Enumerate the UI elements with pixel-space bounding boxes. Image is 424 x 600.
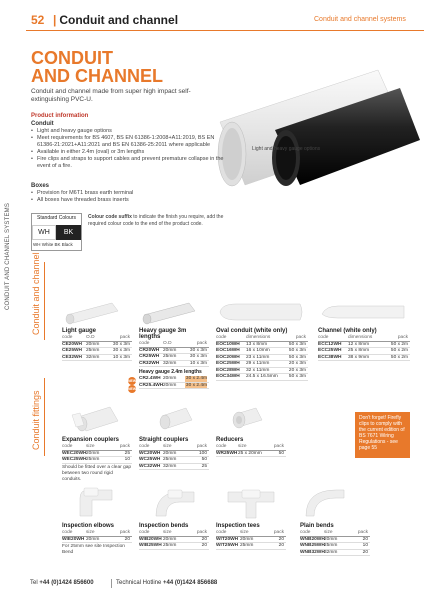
table-row <box>216 451 286 458</box>
inspection-bends-table <box>139 523 209 550</box>
code-cell: WIB25WH <box>139 543 162 548</box>
pack-cell: 50 x 3m <box>288 341 306 347</box>
inspection-elbow-image <box>72 482 122 522</box>
column-header: code <box>139 341 150 346</box>
column-header: size <box>86 444 95 449</box>
column-header: pack <box>196 530 207 535</box>
code-cell: WNB20WH <box>300 536 325 542</box>
page-number: 52 <box>31 13 45 27</box>
column-header: code <box>62 530 73 535</box>
pack-cell: 20 <box>362 536 368 542</box>
size-cell: 25mm <box>86 457 100 462</box>
pack-cell: 10 x 3m <box>189 360 207 366</box>
table-row <box>216 543 286 550</box>
column-header: code <box>62 335 73 340</box>
code-cell: WNB25WH <box>300 543 325 548</box>
code-cell: CR20WH <box>139 347 160 353</box>
table-title: Inspection bends <box>139 523 189 529</box>
size-cell: 20mm <box>324 536 338 542</box>
column-header: pack <box>119 335 130 340</box>
column-header: size <box>324 530 333 535</box>
bullet-item: • Light and heavy gauge options <box>31 128 231 135</box>
code-cell: CR25WH <box>139 354 160 359</box>
title-separator: | <box>53 13 57 27</box>
table-row <box>216 374 308 381</box>
table-row <box>62 355 132 362</box>
code-cell: CE32WH <box>62 354 82 360</box>
code-cell: WIT25WH <box>216 543 239 548</box>
table-title: Light gauge <box>62 328 96 334</box>
code-cell: WIT20WH <box>216 536 239 542</box>
pack-cell: 50 x 2m <box>390 354 408 360</box>
pack-cell: 20 <box>362 549 368 555</box>
inspection-elbows-table <box>62 523 132 556</box>
size-cell: 13 x 8mm <box>246 341 268 347</box>
pack-cell: 30 x 2.4m <box>185 376 207 381</box>
straight-coupler-image <box>152 398 202 434</box>
image-caption: Light and heavy gauge options <box>252 146 321 152</box>
colour-code-note <box>88 214 238 227</box>
column-header: pack <box>196 444 207 449</box>
pack-cell: 25 <box>201 463 207 469</box>
code-cell: ECC25WH <box>318 348 342 353</box>
code-cell: EOC25WH <box>216 361 240 366</box>
table-row <box>139 361 209 368</box>
inspection-tees-table <box>216 523 286 550</box>
size-cell: 20mm <box>86 536 100 542</box>
colour-swatch-white: WH <box>32 225 56 240</box>
plain-bend-image <box>300 482 350 522</box>
column-header: size <box>86 530 95 535</box>
table-note: For 25mm see site Inspection Bend <box>62 544 125 555</box>
size-cell: 20mm <box>86 450 100 456</box>
table-title: Plain bends <box>300 523 334 529</box>
size-cell: 12 x 8mm <box>348 341 370 347</box>
pack-cell: 30 x 3m <box>112 348 130 353</box>
oval-conduit-table <box>216 328 308 381</box>
side-divider <box>44 378 45 456</box>
reducer-image <box>226 398 276 434</box>
code-cell: CE25WH <box>62 348 82 353</box>
expansion-coupler-image <box>70 395 130 435</box>
code-cell: CE20WH <box>62 341 82 347</box>
column-header: pack <box>357 530 368 535</box>
size-cell: 32mm <box>324 549 338 555</box>
size-cell: 20mm <box>163 347 177 353</box>
size-cell: 25mm <box>86 348 100 353</box>
firefly-note-box: Don't forget! Firefly clips to comply with the current edition of BS 7671 Wiring Regulations - see page 55 <box>355 412 410 458</box>
table-title: Inspection elbows <box>62 523 115 529</box>
pack-cell: 10 x 3m <box>112 354 130 360</box>
size-cell: 25mm <box>324 543 338 548</box>
table-row <box>139 383 209 390</box>
size-cell: 20mm <box>86 341 100 347</box>
reducers-table <box>216 437 286 457</box>
bullet-item: • Fire clips and straps to support cables and prevent premature collapse in the event of a fire. <box>31 156 231 170</box>
size-cell: 29 x 11mm <box>246 361 270 366</box>
conduit-bullets <box>31 128 231 170</box>
inspection-bend-image <box>150 482 200 522</box>
size-cell: 23 x 11mm <box>246 354 270 360</box>
size-cell: 20mm <box>163 382 177 388</box>
bullet-item: • Meet requirements for BS 4607, BS EN 61386-1:2008+A11:2019, BS EN 61386-21:2021+A11:2021 and BS EN 61386-25:2011 where applicable <box>31 135 231 149</box>
code-cell: EOC20WH <box>216 354 240 360</box>
code-cell: CR25.4WH <box>139 382 164 388</box>
pack-cell: 50 x 3m <box>288 354 306 360</box>
pack-cell: 20 x 3m <box>288 361 306 366</box>
size-cell: 20mm <box>240 536 254 542</box>
column-header: pack <box>273 444 284 449</box>
channel-table <box>318 328 410 361</box>
size-cell: 20mm <box>163 536 177 542</box>
table-title: Channel (white only) <box>318 328 377 334</box>
column-header: O.D <box>163 341 172 346</box>
column-header: pack <box>295 335 306 340</box>
plain-bends-table <box>300 523 370 556</box>
code-cell: WR25WH <box>216 450 238 456</box>
footer-separator <box>111 579 112 588</box>
pack-cell: 30 x 3m <box>189 354 207 359</box>
side-conduit-label: Conduit and channel <box>31 252 41 335</box>
code-cell: WC25WH <box>139 457 161 462</box>
page-title-text: Conduit and channel <box>59 13 179 27</box>
pack-cell: 10 <box>362 543 368 548</box>
table-title: Oval conduit (white only) <box>216 328 288 334</box>
code-cell: EOC34WH <box>216 374 240 379</box>
bullet-item: • Available in either 2.4m (oval) or 3m lengths <box>31 149 231 156</box>
column-header: code <box>216 335 227 340</box>
code-cell: ECC12WH <box>318 341 342 347</box>
page-title <box>53 13 178 27</box>
size-cell: 32mm <box>163 360 177 366</box>
conduit-subheading: Conduit <box>31 121 54 127</box>
pack-cell: 50 <box>201 457 207 462</box>
side-fittings-label: Conduit fittings <box>31 390 41 450</box>
conduit-tubes-image <box>200 60 420 210</box>
column-header: pack <box>119 530 130 535</box>
code-cell: WC32WH <box>139 463 161 469</box>
oval-conduit-image <box>216 300 306 324</box>
code-cell: EOC28WH <box>216 367 240 373</box>
pack-cell: 10 <box>124 457 130 462</box>
column-header: code <box>216 530 227 535</box>
light-gauge-image <box>62 297 122 327</box>
column-header: code <box>139 444 150 449</box>
pack-cell: 50 x 2m <box>390 341 408 347</box>
column-header: code <box>216 444 227 449</box>
code-cell: WEC20WH <box>62 450 87 456</box>
size-cell: 32mm <box>86 354 100 360</box>
table-row <box>62 457 132 464</box>
code-cell: WNB32WH <box>300 549 325 555</box>
product-info-heading: Product information <box>31 113 89 119</box>
size-cell: 25 x 20mm <box>238 450 262 456</box>
column-header: pack <box>196 341 207 346</box>
pack-cell: 50 x 3m <box>288 374 306 379</box>
page-header <box>0 0 424 40</box>
table-title: Inspection tees <box>216 523 260 529</box>
pack-cell: 20 <box>201 536 207 542</box>
new-badge: NEW <box>128 379 137 383</box>
hotline-number: +44 (0)1424 856688 <box>163 580 218 586</box>
straight-couplers-table <box>139 437 209 470</box>
table-row <box>318 355 410 362</box>
inspection-tee-image <box>224 482 278 522</box>
tel-number: +44 (0)1424 856600 <box>39 580 94 586</box>
channel-image <box>318 300 408 324</box>
colour-key: WH White BK Black <box>33 242 73 247</box>
pack-cell: 100 <box>198 450 207 456</box>
table-row <box>139 464 209 471</box>
side-divider <box>44 262 45 340</box>
column-header: dimensions <box>348 335 373 340</box>
column-header: size <box>163 530 172 535</box>
pack-cell: 20 <box>278 536 284 542</box>
new-badge: NEW <box>128 387 137 391</box>
column-header: code <box>318 335 329 340</box>
code-cell: WIE20WH <box>62 536 85 542</box>
boxes-bullets <box>31 190 231 204</box>
code-cell: WC20WH <box>139 450 161 456</box>
table-title: Reducers <box>216 437 244 443</box>
size-cell: 32 x 11mm <box>246 367 270 373</box>
pack-cell: 30 x 3m <box>112 341 130 347</box>
column-header: pack <box>273 530 284 535</box>
size-cell: 25mm <box>240 543 254 548</box>
table-title: Straight couplers <box>139 437 189 443</box>
size-cell: 25mm <box>163 354 177 359</box>
bullet-item: • Provision for M6T1 brass earth terminal <box>31 190 231 197</box>
column-header: pack <box>397 335 408 340</box>
boxes-subheading: Boxes <box>31 183 50 189</box>
column-header: code <box>300 530 311 535</box>
heavy-gauge-table <box>139 328 209 389</box>
footer-telephone <box>30 580 94 586</box>
main-heading <box>31 49 163 85</box>
column-header: size <box>240 530 249 535</box>
section-label: Conduit and channel systems <box>314 16 406 23</box>
code-cell: CR32WH <box>139 360 160 366</box>
table-row <box>62 537 132 544</box>
table-title: Expansion couplers <box>62 437 120 443</box>
column-header: code <box>62 444 73 449</box>
size-cell: 25mm <box>163 543 177 548</box>
code-cell: CR2.4WH <box>139 376 161 381</box>
table-title: Heavy gauge 3m lengths <box>139 328 187 340</box>
pack-cell: 50 <box>278 450 284 456</box>
code-cell: ECC38WH <box>318 354 342 360</box>
header-rule <box>26 30 424 31</box>
heading-line-1: CONDUIT <box>31 48 113 68</box>
pack-cell: 20 <box>201 543 207 548</box>
pack-cell: 50 x 2m <box>390 348 408 353</box>
code-cell: EOC16WH <box>216 348 240 353</box>
code-cell: EOC10WH <box>216 341 240 347</box>
light-gauge-table <box>62 328 132 361</box>
colour-swatch-black: BK <box>56 225 81 240</box>
standard-colours-box <box>31 213 82 251</box>
table-row <box>139 543 209 550</box>
pack-cell: 30 x 3m <box>189 347 207 353</box>
page-footer <box>30 577 424 593</box>
table-row <box>300 550 370 557</box>
footer-hotline <box>116 580 217 586</box>
pack-cell: 50 x 3m <box>288 348 306 353</box>
colour-note-text: to indicate the finish you require, add the required colour code to the end of the product code. <box>88 214 224 227</box>
code-cell: WIB20WH <box>139 536 162 542</box>
size-cell: 32mm <box>163 463 177 469</box>
hotline-label: Technical Hotline <box>116 580 162 586</box>
bullet-item: • All boxes have threaded brass inserts <box>31 197 231 204</box>
size-cell: 25mm <box>163 457 177 462</box>
pack-cell: 20 <box>124 536 130 542</box>
column-header: dimensions <box>246 335 271 340</box>
pack-cell: 20 <box>278 543 284 548</box>
column-header: code <box>139 530 150 535</box>
column-header: size <box>238 444 247 449</box>
code-cell: WEC25WH <box>62 457 87 462</box>
size-cell: 25 x 8mm <box>348 348 370 353</box>
tel-label: Tel <box>30 580 38 586</box>
table-subtitle: Heavy gauge 2.4m lengths <box>139 369 202 375</box>
column-header: pack <box>119 444 130 449</box>
size-cell: 16 x 10mm <box>246 348 270 353</box>
column-header: size <box>163 444 172 449</box>
expansion-couplers-table <box>62 437 132 483</box>
colour-note-bold: Colour code suffix <box>88 214 132 220</box>
pack-cell: 20 x 3m <box>288 367 306 373</box>
size-cell: 20mm <box>163 450 177 456</box>
size-cell: 38 x 9mm <box>348 354 370 360</box>
column-header: O.D <box>86 335 95 340</box>
table-note: Should be fitted over a clear gap between two round rigid conduits. <box>62 464 132 482</box>
intro-text: Conduit and channel made from super high impact self-extinguishing PVC-U. <box>31 88 191 103</box>
heavy-gauge-image <box>139 297 199 327</box>
size-cell: 24.5 x 16.5mm <box>246 374 278 379</box>
pack-cell: 30 x 2.4m <box>185 382 207 388</box>
size-cell: 20mm <box>163 376 177 381</box>
pack-cell: 25 <box>124 450 130 456</box>
standard-colours-label: Standard Colours <box>37 215 76 221</box>
heading-line-2: AND CHANNEL <box>31 66 163 86</box>
side-section-label: CONDUIT AND CHANNEL SYSTEMS <box>5 202 11 310</box>
